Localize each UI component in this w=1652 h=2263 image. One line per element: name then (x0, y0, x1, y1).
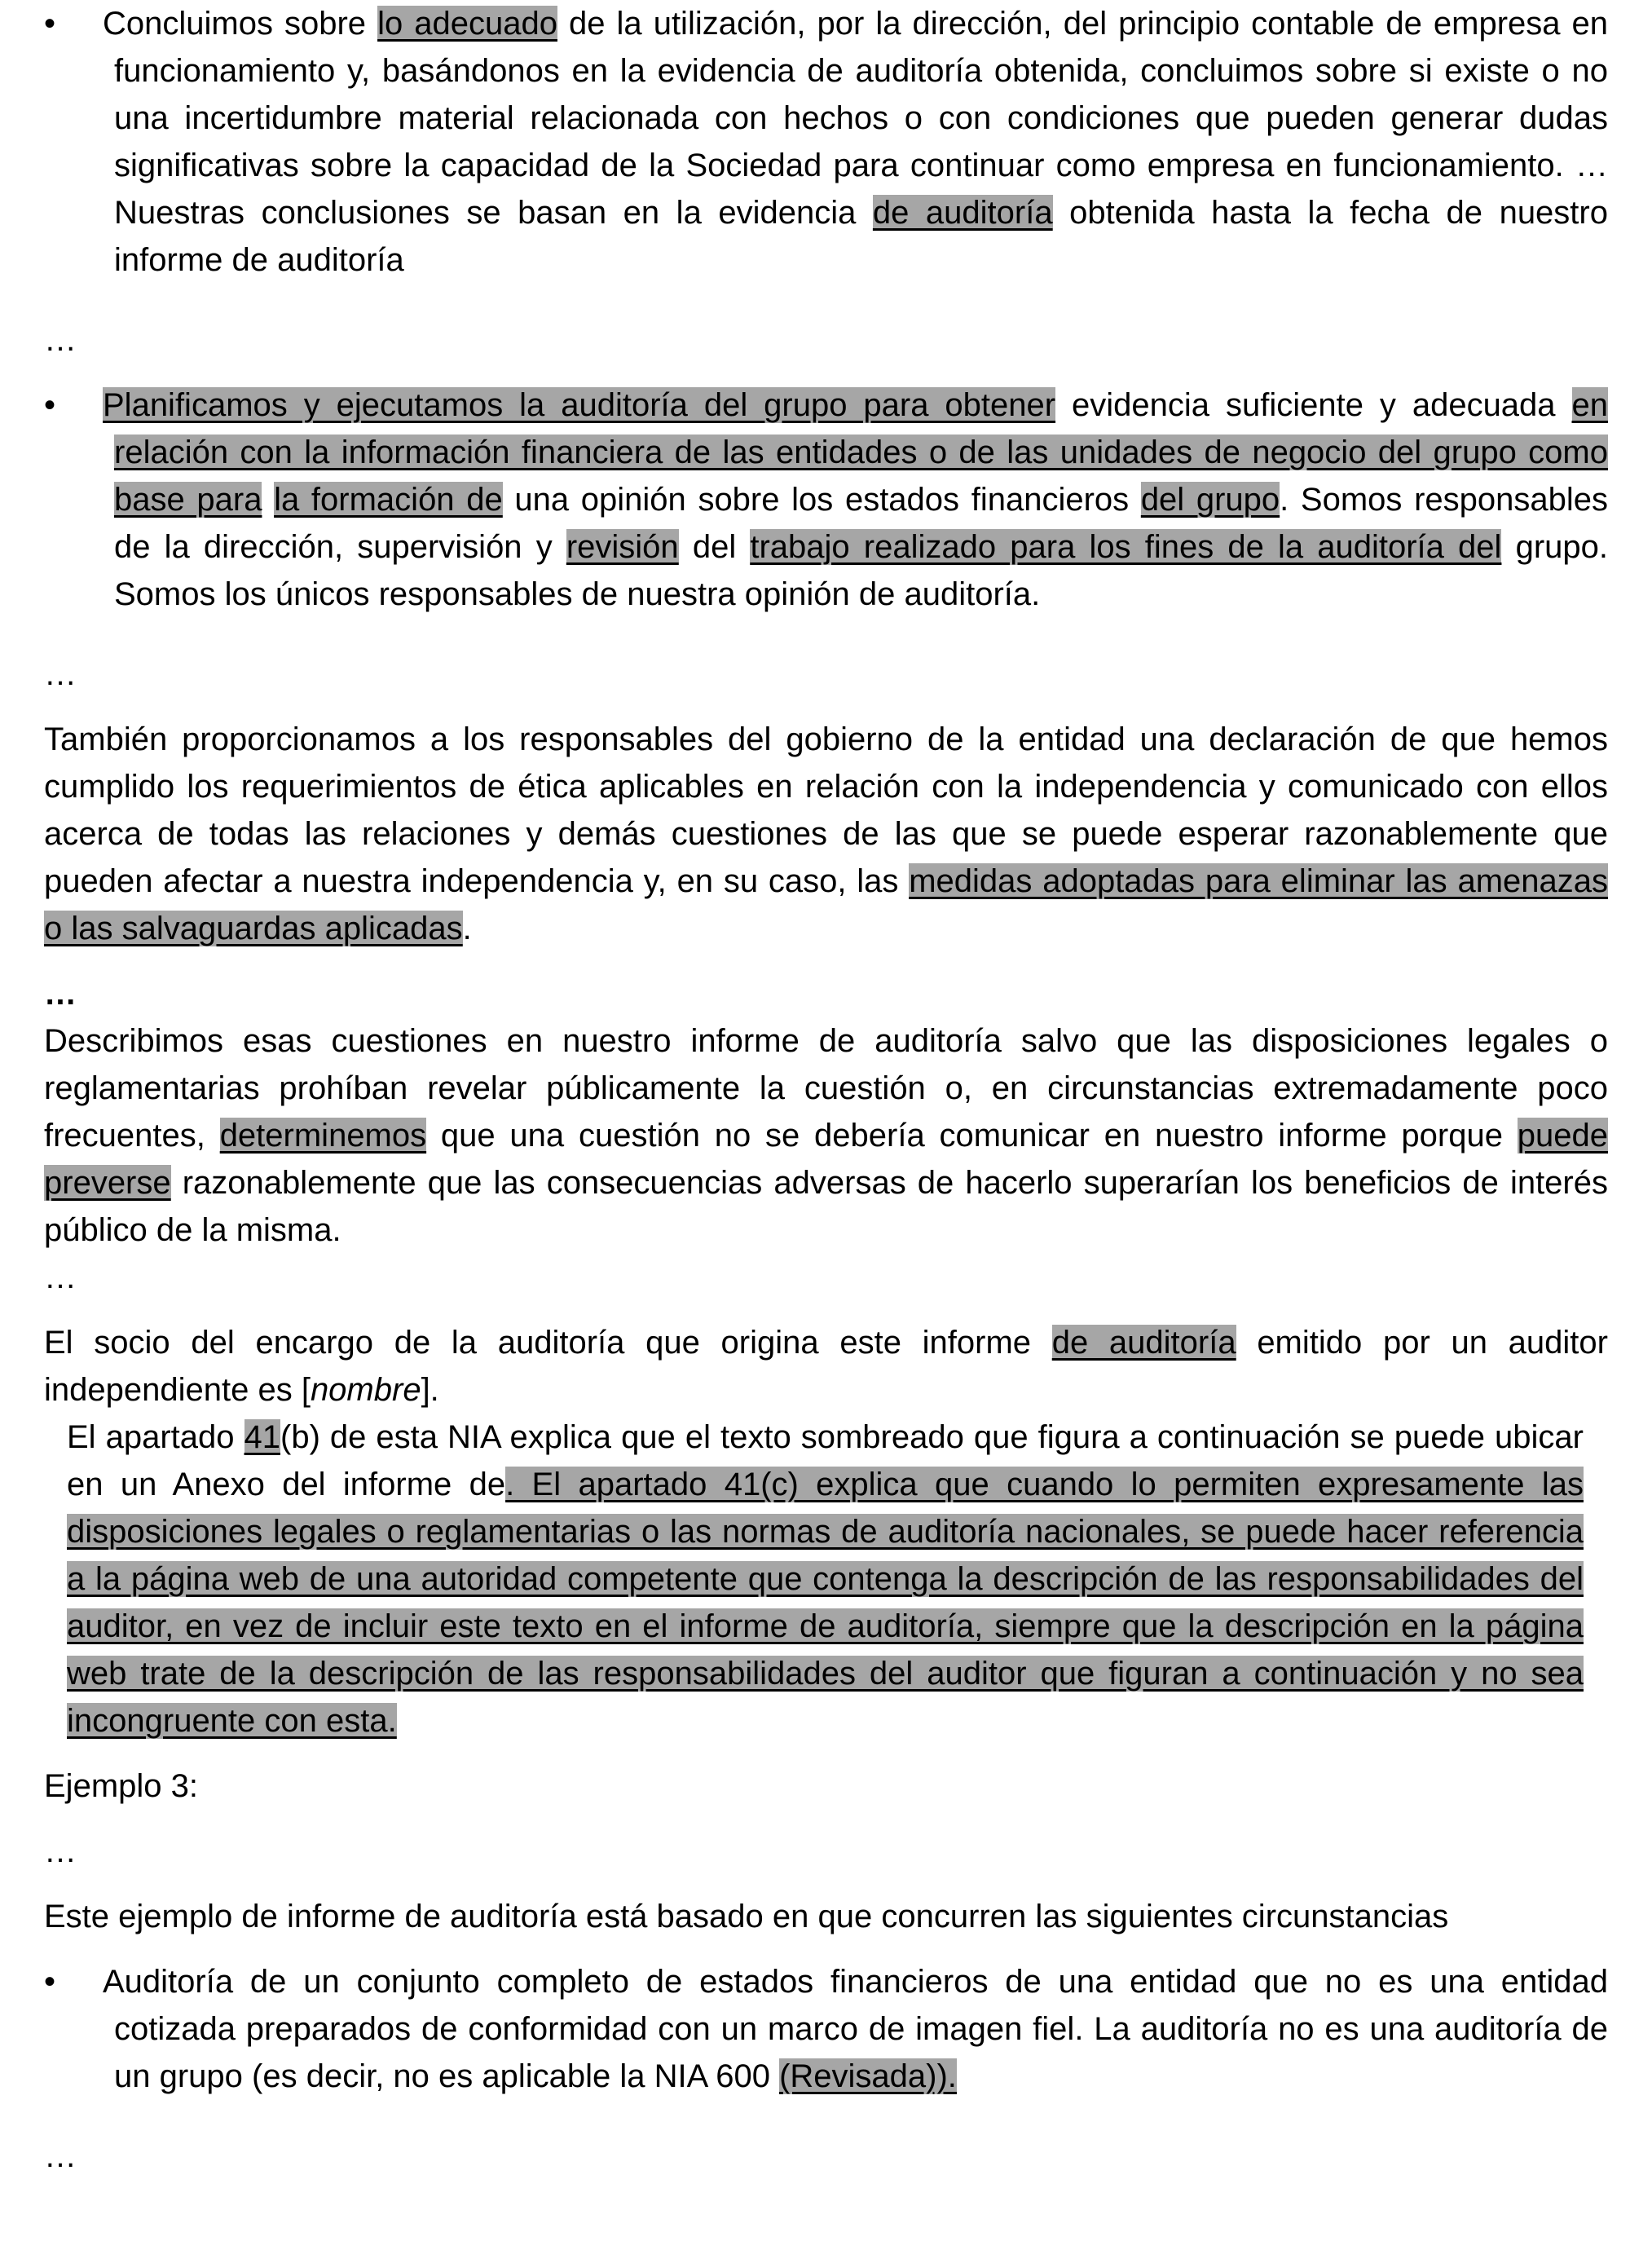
ellipsis: … (44, 656, 77, 692)
highlighted-text: (Revisada)). (779, 2058, 957, 2094)
highlighted-text: revisión (566, 529, 679, 565)
ellipsis: … (44, 322, 77, 358)
highlighted-text: la formación de (274, 482, 503, 518)
bullet-marker: • (44, 387, 56, 423)
bullet-example-circumstance: • Auditoría de un conjunto completo de estados financieros de una entidad que no es una entidad cotizada preparados de conformidad con un marco de imagen fiel. La auditoría no es una auditoría de un grupo (es decir, no es aplicable la NIA 600 (Revisada)). (44, 1958, 1608, 2100)
ellipsis-bold: … (44, 976, 77, 1012)
bullet-marker: • (44, 6, 56, 42)
bullet-going-concern: • Concluimos sobre lo adecuado de la utilización, por la dirección, del principio contable de empresa en funcionamiento y, basándonos en la evidencia de auditoría obtenida, concluimos sobre si existe o no una incertidumbre material relacionada con hechos o con condiciones que pueden generar dudas significativas sobre la capacidad de la Sociedad para continuar como empresa en funcionamiento. … Nuestras conclusiones se basan en la evidencia de auditoría obtenida hasta la fecha de nuestro informe de auditoría (44, 0, 1608, 284)
highlighted-text: en relación con la información financiera de las entidades o de las unidades de negocio del grupo como base para (114, 387, 1608, 518)
highlighted-text: Planificamos y ejecutamos la auditoría del grupo para obtener (103, 387, 1056, 423)
placeholder-name: nombre (310, 1372, 421, 1408)
highlighted-text: trabajo realizado para los fines de la auditoría del (750, 529, 1502, 565)
bullet-group-audit: • Planificamos y ejecutamos la auditoría del grupo para obtener evidencia suficiente y adecuada en relación con la información financiera de las entidades o de las unidades de negocio del grupo como base para la formación de una opinión sobre los estados financieros del grupo. Somos responsables de la dirección, supervisión y revisión del trabajo realizado para los fines de la auditoría del grupo. Somos los únicos responsables de nuestra opinión de auditoría. (44, 382, 1608, 618)
bullet-marker: • (44, 1964, 56, 2000)
paragraph-engagement-partner: El socio del encargo de la auditoría que origina este informe de auditoría emitido por un auditor independiente es [nombre]. (44, 1325, 1608, 1408)
highlighted-text: del grupo (1140, 482, 1280, 518)
highlighted-text: medidas adoptadas para eliminar las amenazas o las salvaguardas aplicadas (44, 863, 1608, 946)
paragraph-describe-matters: Describimos esas cuestiones en nuestro informe de auditoría salvo que las disposiciones legales o reglamentarias prohíban revelar públicamente la cuestión o, en circunstancias extremadamente poco frecuentes, determinemos que una cuestión no se debería comunicar en nuestro informe porque puede preverse razonablemente que las consecuencias adversas de hacerlo superarían los beneficios de interés público de la misma. (44, 1023, 1608, 1248)
highlighted-text: 41 (244, 1419, 281, 1455)
highlighted-text: puede preverse (44, 1118, 1608, 1201)
highlighted-text: lo adecuado (377, 6, 557, 42)
highlighted-text: de auditoría (872, 195, 1053, 231)
paragraph-example-intro: Este ejemplo de informe de auditoría está basado en que concurren las siguientes circunstancias (44, 1899, 1449, 1934)
paragraph-independence: También proporcionamos a los responsables del gobierno de la entidad una declaración de que hemos cumplido los requerimientos de ética aplicables en relación con la independencia y comunicado con ellos acerca de todas las relaciones y demás cuestiones de las que se puede esperar razonablemente que pueden afectar a nuestra independencia y, en su caso, las medidas adoptadas para eliminar las amenazas o las salvaguardas aplicadas. (44, 721, 1608, 946)
ellipsis: … (44, 2138, 77, 2174)
highlighted-text: determinemos (219, 1118, 427, 1154)
ellipsis: … (44, 1259, 77, 1295)
highlighted-text: . El apartado 41(c) explica que cuando lo permiten expresamente las disposiciones legales o reglamentarias o las normas de auditoría nacionales, se puede hacer referencia a la página web de una autoridad competente que contenga la descripción de las responsabilidades del auditor, en vez de incluir este texto en el informe de auditoría, siempre que la descripción en la página web trate de la descripción de las responsabilidades del auditor que figuran a continuación y no sea incongruente con esta. (67, 1467, 1584, 1739)
note-paragraph-41: El apartado 41(b) de esta NIA explica que el texto sombreado que figura a continuación se puede ubicar en un Anexo del informe de. El apartado 41(c) explica que cuando lo permiten expresamente las disposiciones legales o reglamentarias o las normas de auditoría nacionales, se puede hacer referencia a la página web de una autoridad competente que contenga la descripción de las responsabilidades del auditor, en vez de incluir este texto en el informe de auditoría, siempre que la descripción en la página web trate de la descripción de las responsabilidades del auditor que figuran a continuación y no sea incongruente con esta. (67, 1419, 1584, 1739)
ellipsis: … (44, 1833, 77, 1869)
highlighted-text: de auditoría (1051, 1325, 1236, 1361)
example-heading: Ejemplo 3: (44, 1768, 198, 1804)
